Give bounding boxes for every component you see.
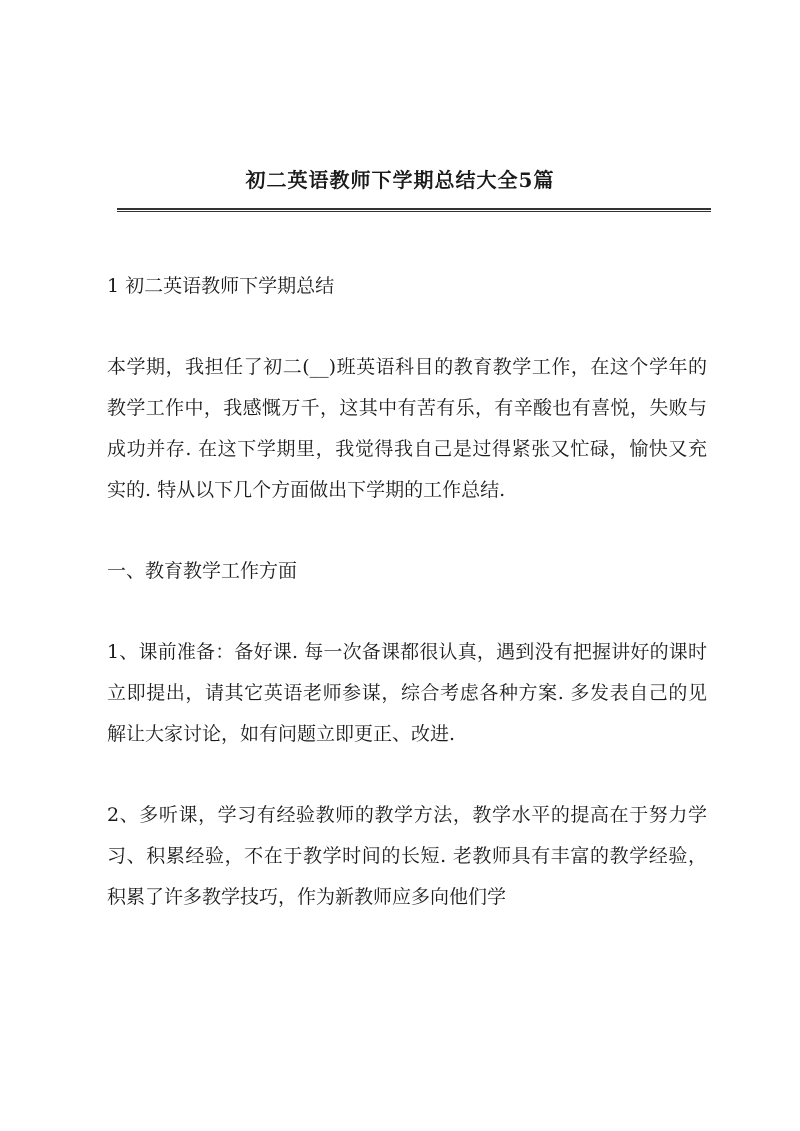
section-heading: 1 初二英语教师下学期总结 xyxy=(107,275,335,297)
title-divider xyxy=(117,208,711,212)
document-body xyxy=(107,266,707,958)
document-title: 初二英语教师下学期总结大全5篇 xyxy=(245,168,555,192)
paragraph-intro: 本学期，我担任了初二(__)班英语科目的教育教学工作，在这个学年的教学工作中，我感慨万千，这其中有苦有乐，有辛酸也有喜悦，失败与成功并存. 在这下学期里，我觉得我自己是过得紧张又忙碌，愉快又充实的. 特从以下几个方面做出下学期的工作总结. xyxy=(107,356,707,501)
subsection-heading: 一、教育教学工作方面 xyxy=(107,560,298,582)
paragraph-observe-lessons: 2、多听课，学习有经验教师的教学方法，教学水平的提高在于努力学习、积累经验，不在于教学时间的长短. 老教师具有丰富的教学经验，积累了许多教学技巧，作为新教师应多向他们学 xyxy=(107,804,707,908)
paragraph-lesson-prep: 1、课前准备：备好课. 每一次备课都很认真，遇到没有把握讲好的课时立即提出，请其它英语老师参谋，综合考虑各种方案. 多发表自己的见解让大家讨论，如有问题立即更正、改进. xyxy=(107,641,707,745)
